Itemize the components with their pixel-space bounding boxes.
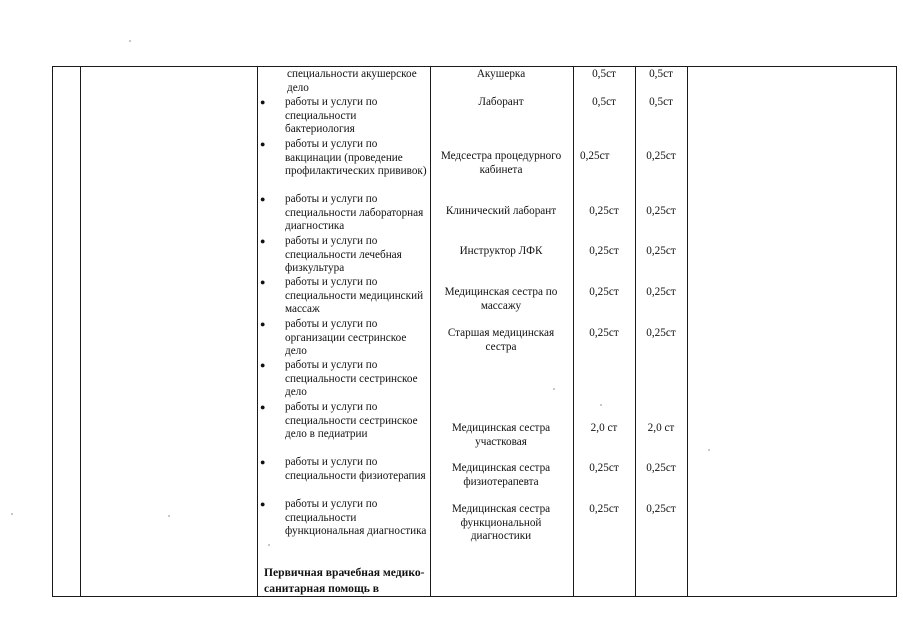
scan-speck xyxy=(11,513,13,515)
col-border xyxy=(687,66,688,597)
rate-cell: 0,25ст xyxy=(589,327,619,339)
scan-speck xyxy=(600,404,602,406)
scan-speck xyxy=(708,449,710,451)
bullet-icon: ● xyxy=(260,319,266,329)
service-item: ● работы и услуги по специальности медицинский массаж xyxy=(260,276,424,316)
bullet-icon: ● xyxy=(260,499,266,509)
scan-speck xyxy=(129,40,131,42)
bullet-icon: ● xyxy=(260,97,266,107)
rate-cell: 0,25ст xyxy=(646,462,676,474)
col-border xyxy=(52,66,53,597)
position-cell: Инструктор ЛФК xyxy=(459,245,543,257)
bullet-icon: ● xyxy=(260,277,266,287)
service-item: ● работы и услуги по специальности лечебная физкультура xyxy=(260,235,402,275)
bullet-icon: ● xyxy=(260,139,266,149)
rate-cell: 0,25ст xyxy=(646,205,676,217)
position-cell: Акушерка xyxy=(476,68,526,80)
bullet-icon: ● xyxy=(260,194,266,204)
rate-cell: 0,25ст xyxy=(589,205,619,217)
rate-cell: 0,25ст xyxy=(646,150,676,162)
position-cell: Медицинская сестра по массажу xyxy=(444,286,558,312)
rate-cell: 0,5ст xyxy=(592,68,616,80)
service-item: ● работы и услуги по специальности функциональная диагностика xyxy=(260,498,427,538)
rate-cell: 0,25ст xyxy=(646,327,676,339)
service-item: ● работы и услуги по организации сестринское дело xyxy=(260,318,407,358)
bullet-icon: ● xyxy=(260,236,266,246)
rate-cell: 0,25ст xyxy=(589,286,619,298)
scan-speck xyxy=(553,388,555,390)
position-cell: Медицинская сестра функциональной диагностики xyxy=(451,503,551,543)
rate-cell: 0,25ст xyxy=(589,245,619,257)
section-heading: Первичная врачебная медико-санитарная помощь в xyxy=(264,566,425,595)
service-item: специальности акушерское дело xyxy=(287,68,417,94)
bullet-icon: ● xyxy=(260,457,266,467)
rate-cell: 0,25ст xyxy=(589,503,619,515)
service-item: ● работы и услуги по специальности бактериология xyxy=(260,96,378,136)
position-cell: Клинический лаборант xyxy=(445,205,557,217)
bullet-icon: ● xyxy=(260,360,266,370)
rate-cell: 0,25ст xyxy=(646,245,676,257)
rate-cell: 2,0 ст xyxy=(647,422,675,434)
service-item: ● работы и услуги по специальности сестринское дело xyxy=(260,359,418,399)
col-border xyxy=(80,66,81,597)
position-cell: Медицинская сестра физиотерапевта xyxy=(451,462,551,488)
service-item: ● работы и услуги по специальности сестринское дело в педиатрии xyxy=(260,401,418,441)
rate-cell: 0,25ст xyxy=(589,462,619,474)
position-cell: Медицинская сестра участковая xyxy=(451,422,551,448)
col-border xyxy=(257,66,258,597)
rate-cell: 0,25ст xyxy=(646,286,676,298)
position-cell: Лаборант xyxy=(478,96,524,108)
table-top-border xyxy=(52,66,897,67)
position-cell: Старшая медицинская сестра xyxy=(447,327,555,353)
rate-cell: 2,0 ст xyxy=(590,422,618,434)
scan-speck xyxy=(168,515,170,517)
rate-cell: 0,5ст xyxy=(649,68,673,80)
service-item: ● работы и услуги по специальности физиотерапия xyxy=(260,456,426,482)
col-border xyxy=(896,66,897,597)
rate-cell: 0,25ст xyxy=(580,150,610,162)
bullet-icon: ● xyxy=(260,402,266,412)
rate-cell: 0,5ст xyxy=(649,96,673,108)
scan-speck xyxy=(268,544,270,546)
table-bottom-border xyxy=(52,596,897,597)
service-item: ● работы и услуги по вакцинации (проведение профилактических прививок) xyxy=(260,138,427,178)
position-cell: Медсестра процедурного кабинета xyxy=(440,150,562,176)
rate-cell: 0,25ст xyxy=(646,503,676,515)
rate-cell: 0,5ст xyxy=(592,96,616,108)
service-item: ● работы и услуги по специальности лабораторная диагностика xyxy=(260,193,424,233)
col-border xyxy=(430,66,431,597)
